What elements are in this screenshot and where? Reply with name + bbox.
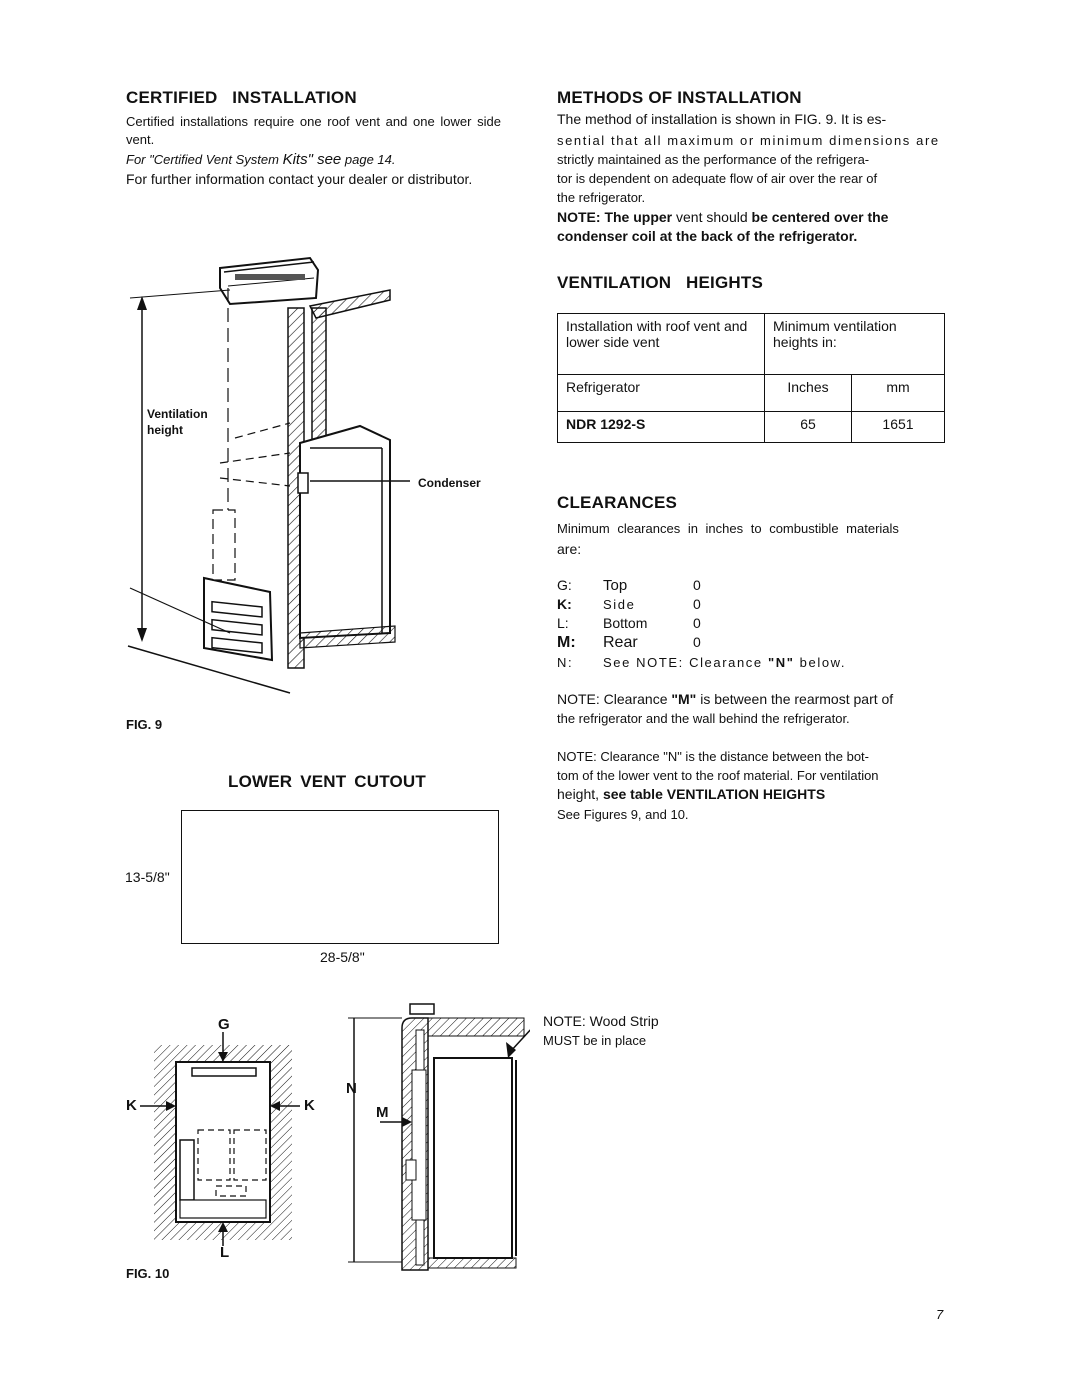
fig10-front-view-diagram bbox=[120, 1010, 310, 1270]
certified-text: Certified installations require one roof vent and one lower side vent. bbox=[126, 114, 501, 147]
clearances-heading: CLEARANCES bbox=[557, 493, 678, 512]
fig9-condenser-label: Condenser bbox=[418, 476, 481, 490]
table-row bbox=[558, 412, 945, 443]
cutout-rectangle bbox=[181, 810, 499, 944]
clearance-item-bottom: L: Bottom 0 bbox=[557, 615, 701, 631]
table-cell-model: NDR 1292-S bbox=[558, 412, 765, 443]
table-row bbox=[558, 375, 945, 412]
table-cell-mm: 1651 bbox=[852, 412, 945, 443]
certified-kits-line: For "Certified Vent System Kits" see page 14. bbox=[126, 151, 396, 168]
table-col-refrigerator: Refrigerator bbox=[558, 375, 765, 412]
clearances-intro: Minimum clearances in inches to combustible materials bbox=[557, 521, 899, 536]
page-number: 7 bbox=[936, 1307, 944, 1322]
fig10-label-n: N bbox=[346, 1080, 357, 1097]
clearance-item-rear: M: Rear 0 bbox=[557, 634, 701, 651]
table-header-minimum: Minimum ventilation heights in: bbox=[765, 314, 945, 375]
clearance-item-top: G: Top 0 bbox=[557, 577, 701, 594]
fig9-caption: FIG. 9 bbox=[126, 717, 163, 732]
methods-note: NOTE: The upper vent should be centered over the condenser coil at the back of the refrigerator. bbox=[557, 209, 889, 244]
table-header-row bbox=[558, 314, 945, 375]
methods-heading: METHODS OF INSTALLATION bbox=[557, 88, 802, 107]
cutout-width-label: 28-5/8" bbox=[320, 949, 365, 965]
ventilation-heights-table bbox=[557, 313, 945, 443]
table-col-inches: Inches bbox=[765, 375, 852, 412]
clearance-m-note-2: the refrigerator and the wall behind the refrigerator. bbox=[557, 711, 850, 726]
methods-line-1: The method of installation is shown in FIG. 9. It is es- bbox=[557, 111, 887, 127]
fig10-label-g: G bbox=[218, 1016, 230, 1033]
fig10-label-k-right: K bbox=[304, 1097, 315, 1114]
fig10-label-k-left: K bbox=[126, 1097, 137, 1114]
cutout-height-label: 13-5/8" bbox=[125, 869, 170, 885]
fig9-ventilation-label: Ventilation height bbox=[147, 407, 208, 437]
clearance-n-note-4: See Figures 9, and 10. bbox=[557, 807, 689, 822]
clearance-n-note-1: NOTE: Clearance "N" is the distance between the bot- bbox=[557, 749, 869, 764]
fig10-label-l: L bbox=[220, 1244, 230, 1261]
certified-installation-heading: CERTIFIED INSTALLATION bbox=[126, 88, 357, 107]
clearance-m-note: NOTE: Clearance "M" is between the rearmost part of bbox=[557, 691, 894, 707]
clearance-n-note-3: height, see table VENTILATION HEIGHTS bbox=[557, 786, 826, 802]
certified-contact-text: For further information contact your dealer or distributor. bbox=[126, 171, 473, 187]
methods-line-2: sential that all maximum or minimum dimensions are bbox=[557, 133, 940, 148]
fig10-label-m: M bbox=[376, 1104, 389, 1121]
methods-line-5: the refrigerator. bbox=[557, 190, 646, 205]
clearance-item-n: N: See NOTE: Clearance "N" below. bbox=[557, 655, 847, 670]
table-header-installation: Installation with roof vent and lower side vent bbox=[558, 314, 765, 375]
table-cell-inches: 65 bbox=[765, 412, 852, 443]
methods-line-4: tor is dependent on adequate flow of air over the rear of bbox=[557, 171, 878, 186]
ventilation-heights-heading: VENTILATION HEIGHTS bbox=[557, 273, 764, 292]
clearances-intro-2: are: bbox=[557, 541, 582, 557]
fig10-side-view-diagram bbox=[340, 1000, 530, 1285]
fig10-caption: FIG. 10 bbox=[126, 1266, 170, 1281]
clearance-n-note-2: tom of the lower vent to the roof material. For ventilation bbox=[557, 768, 879, 783]
table-col-mm: mm bbox=[852, 375, 945, 412]
clearance-item-side: K: Side 0 bbox=[557, 596, 701, 612]
lower-vent-cutout-heading: LOWER VENT CUTOUT bbox=[228, 772, 426, 791]
fig10-wood-strip-note-2: MUST be in place bbox=[543, 1033, 647, 1048]
fig10-wood-strip-note: NOTE: Wood Strip bbox=[543, 1013, 659, 1029]
methods-line-3: strictly maintained as the performance of the refrigera- bbox=[557, 152, 870, 167]
